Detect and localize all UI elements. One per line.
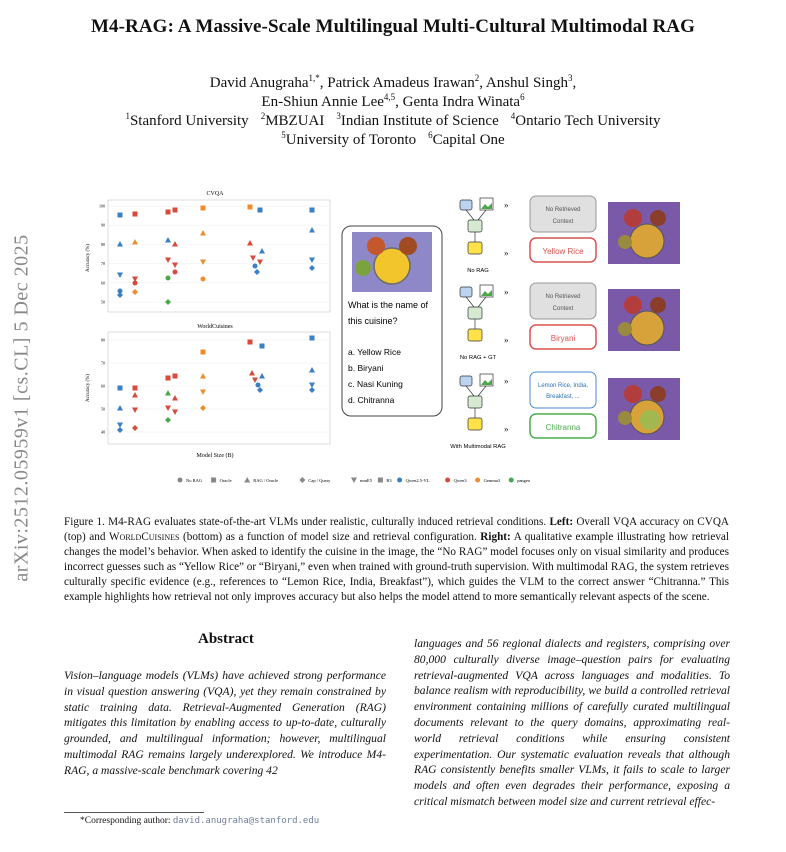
data-point xyxy=(248,205,253,210)
context-text: Context xyxy=(552,306,574,312)
scenario-panel xyxy=(450,196,680,450)
legend-label: RAG / Oracle xyxy=(253,478,279,483)
data-point xyxy=(258,208,263,213)
data-point xyxy=(260,344,265,349)
arrow-icon: » xyxy=(504,335,509,345)
context-text: No Retrieved xyxy=(545,294,581,300)
legend-label: Cap / Query xyxy=(308,478,331,483)
data-point xyxy=(117,405,123,411)
bottom-chart-worldcuisines xyxy=(86,332,330,459)
data-point xyxy=(201,277,206,282)
data-point xyxy=(257,387,263,393)
scenario-row xyxy=(450,372,680,450)
arrow-icon: » xyxy=(504,248,509,258)
y-tick-label: 60 xyxy=(101,280,105,286)
data-point xyxy=(117,292,123,298)
affiliation: Capital One xyxy=(432,132,505,148)
data-point xyxy=(165,417,171,423)
legend-label: Gemma3 xyxy=(483,478,501,483)
affiliation: Ontario Tech University xyxy=(515,113,661,129)
legend-marker xyxy=(509,478,514,483)
data-point xyxy=(172,395,178,401)
legend-marker xyxy=(244,477,250,483)
affiliation: University of Toronto xyxy=(285,132,417,148)
data-point xyxy=(165,406,171,412)
figure-legend xyxy=(178,477,530,483)
data-point xyxy=(250,256,256,262)
figure-caption: Figure 1. M4-RAG evaluates state-of-the-art VLMs under realistic, culturally induced retrieval conditions. Left: Overall VQA accuracy on CVQA (top) and WorldCuisines (bottom) as a function of model size and retrieval configuration. Right: A qualitative example illustrating how retrieval changes the model’s behavior. When asked to identify the cuisine in the image, the “No RAG” model focuses only on visual similarity and produces incorrect guesses such as “Yellow Rice” or “Biryani,” even when trained with ground-truth supervision. With multimodal RAG, the system retrieves culturally specific evidence (e.g., references to “Lemon Rice, India, Breakfast”), which guides the VLM to the correct answer “Chitranna.” This example highlights how retrieval not only improves accuracy but also helps the model attend to more semantically relevant aspects of the scene. xyxy=(64,516,729,603)
abstract-left-column: Vision–language models (VLMs) have achieved strong performance in visual question answering (VQA), yet they remain constrained by static training data. Retrieval-Augmented Generation (RAG) mitigates this limitation by enabling access to up-to-date, culturally grounded, and multilingual information; however, multilingual multimodal RAG remains largely underexplored. We introduce M4-RAG, a massive-scale benchmark covering 42 xyxy=(64,669,386,777)
context-text: Context xyxy=(552,219,574,225)
y-tick-label: 100 xyxy=(99,203,105,209)
legend-label: Qwen2.5-VL xyxy=(405,478,430,483)
arrow-icon: » xyxy=(504,376,509,386)
food-image-question xyxy=(352,232,432,292)
scenario-label: With Multimodal RAG xyxy=(450,444,506,450)
data-point xyxy=(117,273,123,279)
author-name: , Patrick Amadeus Irawan xyxy=(319,75,475,91)
top-chart-title: CVQA xyxy=(206,191,224,197)
author-name: En-Shiun Annie Lee xyxy=(261,94,384,110)
authors-line-2: En-Shiun Annie Lee$^{4,5}$, Genta Indra Winata$^6$ xyxy=(261,92,525,110)
answer-text: Yellow Rice xyxy=(542,247,584,256)
question-text-line2: this cuisine? xyxy=(348,316,398,326)
data-point xyxy=(166,276,171,281)
abstract-heading: Abstract xyxy=(198,631,254,647)
data-point xyxy=(309,265,315,271)
data-point xyxy=(310,208,315,213)
author-name: , Anshul Singh xyxy=(479,75,568,91)
scenario-label: No RAG xyxy=(467,268,489,274)
data-point xyxy=(249,370,255,376)
y-tick-label: 80 xyxy=(101,241,105,247)
data-point xyxy=(118,386,123,391)
data-point xyxy=(132,239,138,245)
data-point xyxy=(310,336,315,341)
arxiv-identifier: arXiv:2512.05959v1 [cs.CL] 5 Dec 2025 xyxy=(10,234,33,582)
y-tick-label: 50 xyxy=(101,299,105,305)
answer-option: c. Nasi Kuning xyxy=(348,379,403,389)
scenario-row xyxy=(460,196,680,274)
affiliation: Stanford University xyxy=(129,113,249,129)
legend-marker xyxy=(351,478,357,484)
data-point xyxy=(200,373,206,379)
author-name: , Genta Indra Winata xyxy=(395,94,521,110)
data-point xyxy=(132,392,138,398)
legend-label: Oracle xyxy=(219,478,232,483)
context-text: Breakfast, ... xyxy=(546,394,580,400)
legend-label: mmE5 xyxy=(360,478,372,483)
data-point xyxy=(252,378,258,384)
data-point xyxy=(165,299,171,305)
data-point xyxy=(254,269,260,275)
y-tick-label: 40 xyxy=(101,429,105,435)
y-tick-label: 60 xyxy=(101,383,105,389)
context-box xyxy=(530,283,596,319)
affiliation: Indian Institute of Science xyxy=(340,113,499,129)
data-point xyxy=(253,264,258,269)
answer-option: b. Biryani xyxy=(348,363,384,373)
top-y-label: Accuracy (%) xyxy=(86,244,91,272)
data-point xyxy=(132,289,138,295)
y-tick-label: 50 xyxy=(101,406,105,412)
scenario-row xyxy=(460,283,680,361)
legend-marker xyxy=(378,478,383,483)
arrow-icon: » xyxy=(504,424,509,434)
arrow-icon: » xyxy=(504,200,509,210)
data-point xyxy=(165,237,171,243)
bottom-x-label: Model Size (B) xyxy=(196,453,234,459)
legend-marker xyxy=(211,478,216,483)
y-tick-label: 70 xyxy=(101,360,105,366)
footnote-rule xyxy=(64,812,204,813)
y-tick-label: 80 xyxy=(101,337,105,343)
legend-marker xyxy=(475,478,480,483)
answer-option: d. Chitranna xyxy=(348,395,395,405)
y-tick-label: 90 xyxy=(101,222,105,228)
data-point xyxy=(259,373,265,379)
affiliation: MBZUAI xyxy=(265,113,325,129)
legend-label: No RAG xyxy=(186,478,203,483)
data-point xyxy=(165,258,171,264)
legend-marker xyxy=(445,478,450,483)
data-point xyxy=(166,376,171,381)
answer-text: Chitranna xyxy=(545,423,581,432)
data-point xyxy=(248,340,253,345)
data-point xyxy=(165,390,171,396)
legend-marker xyxy=(178,478,183,483)
footnote: *Corresponding author: david.anugraha@stanford.edu xyxy=(80,816,320,826)
authors-line-1: David Anugraha$^{1,*}$, Patrick Amadeus Irawan$^2$, Anshul Singh$^3$, xyxy=(209,73,577,91)
data-point xyxy=(200,230,206,236)
data-point xyxy=(309,227,315,233)
legend-label: pangea xyxy=(517,478,530,483)
data-point xyxy=(173,270,178,275)
data-point xyxy=(117,241,123,247)
data-point xyxy=(309,367,315,373)
data-point xyxy=(173,208,178,213)
top-chart-cvqa xyxy=(86,191,330,330)
author-name: , xyxy=(572,75,577,91)
data-point xyxy=(259,248,265,254)
data-point xyxy=(172,263,178,269)
data-point xyxy=(200,405,206,411)
data-point xyxy=(201,206,206,211)
data-point xyxy=(133,281,138,286)
data-point xyxy=(200,260,206,266)
legend-label: Qwen3 xyxy=(453,478,467,483)
abstract-right-column: languages and 56 regional dialects and registers, comprising over 80,000 culturally diverse image–question pairs for evaluating retrieval-augmented VQA across languages and modalities. To balance realism with reproducibility, we build a controlled retrieval environment containing millions of carefully curated multilingual documents relevant to the query domains, approximating real-world retrieval conditions while ensuring consistent experimentation. Our systematic evaluation reveals that although RAG consistently benefits smaller VLMs, it fails to scale to larger models and often even degrades their performance, exposing a critical mismatch between model size and current retrieval effec- xyxy=(414,637,730,808)
bottom-y-label: Accuracy (%) xyxy=(86,374,91,402)
scenario-label: No RAG + GT xyxy=(459,355,497,361)
context-text: Lemon Rice, India, xyxy=(537,383,589,389)
data-point xyxy=(166,210,171,215)
data-point xyxy=(132,408,138,414)
top-x-label: WorldCuisines xyxy=(197,324,233,330)
paper-title: M4-RAG: A Massive-Scale Multilingual Multi-Cultural Multimodal RAG xyxy=(90,16,696,37)
data-point xyxy=(200,390,206,396)
legend-marker xyxy=(397,478,402,483)
affiliations-line-1: $^1$Stanford University $^2$MBZUAI $^3$Indian Institute of Science $^4$Ontario Tech University xyxy=(125,111,661,129)
context-box xyxy=(530,372,596,408)
data-point xyxy=(118,213,123,218)
data-point xyxy=(133,386,138,391)
legend-marker xyxy=(299,477,305,483)
data-point xyxy=(257,260,263,266)
data-point xyxy=(172,241,178,247)
data-point xyxy=(201,350,206,355)
legend-label: B3 xyxy=(386,478,392,483)
context-text: No Retrieved xyxy=(545,207,581,213)
y-tick-label: 70 xyxy=(101,261,105,267)
author-email-link[interactable]: david.anugraha@stanford.edu xyxy=(172,816,320,826)
data-point xyxy=(309,387,315,393)
arrow-icon: » xyxy=(504,287,509,297)
answer-option: a. Yellow Rice xyxy=(348,347,401,357)
context-box xyxy=(530,196,596,232)
data-point xyxy=(256,383,261,388)
data-point xyxy=(309,258,315,264)
answer-text: Biryani xyxy=(550,334,576,343)
data-point xyxy=(173,374,178,379)
figure-1 xyxy=(80,180,740,498)
data-point xyxy=(247,240,253,246)
data-point xyxy=(133,212,138,217)
data-point xyxy=(172,410,178,416)
question-panel xyxy=(342,226,442,416)
data-point xyxy=(132,425,138,431)
question-text-line1: What is the name of xyxy=(348,300,429,310)
affiliations-line-2: $^5$University of Toronto $^6$Capital One xyxy=(281,130,505,148)
